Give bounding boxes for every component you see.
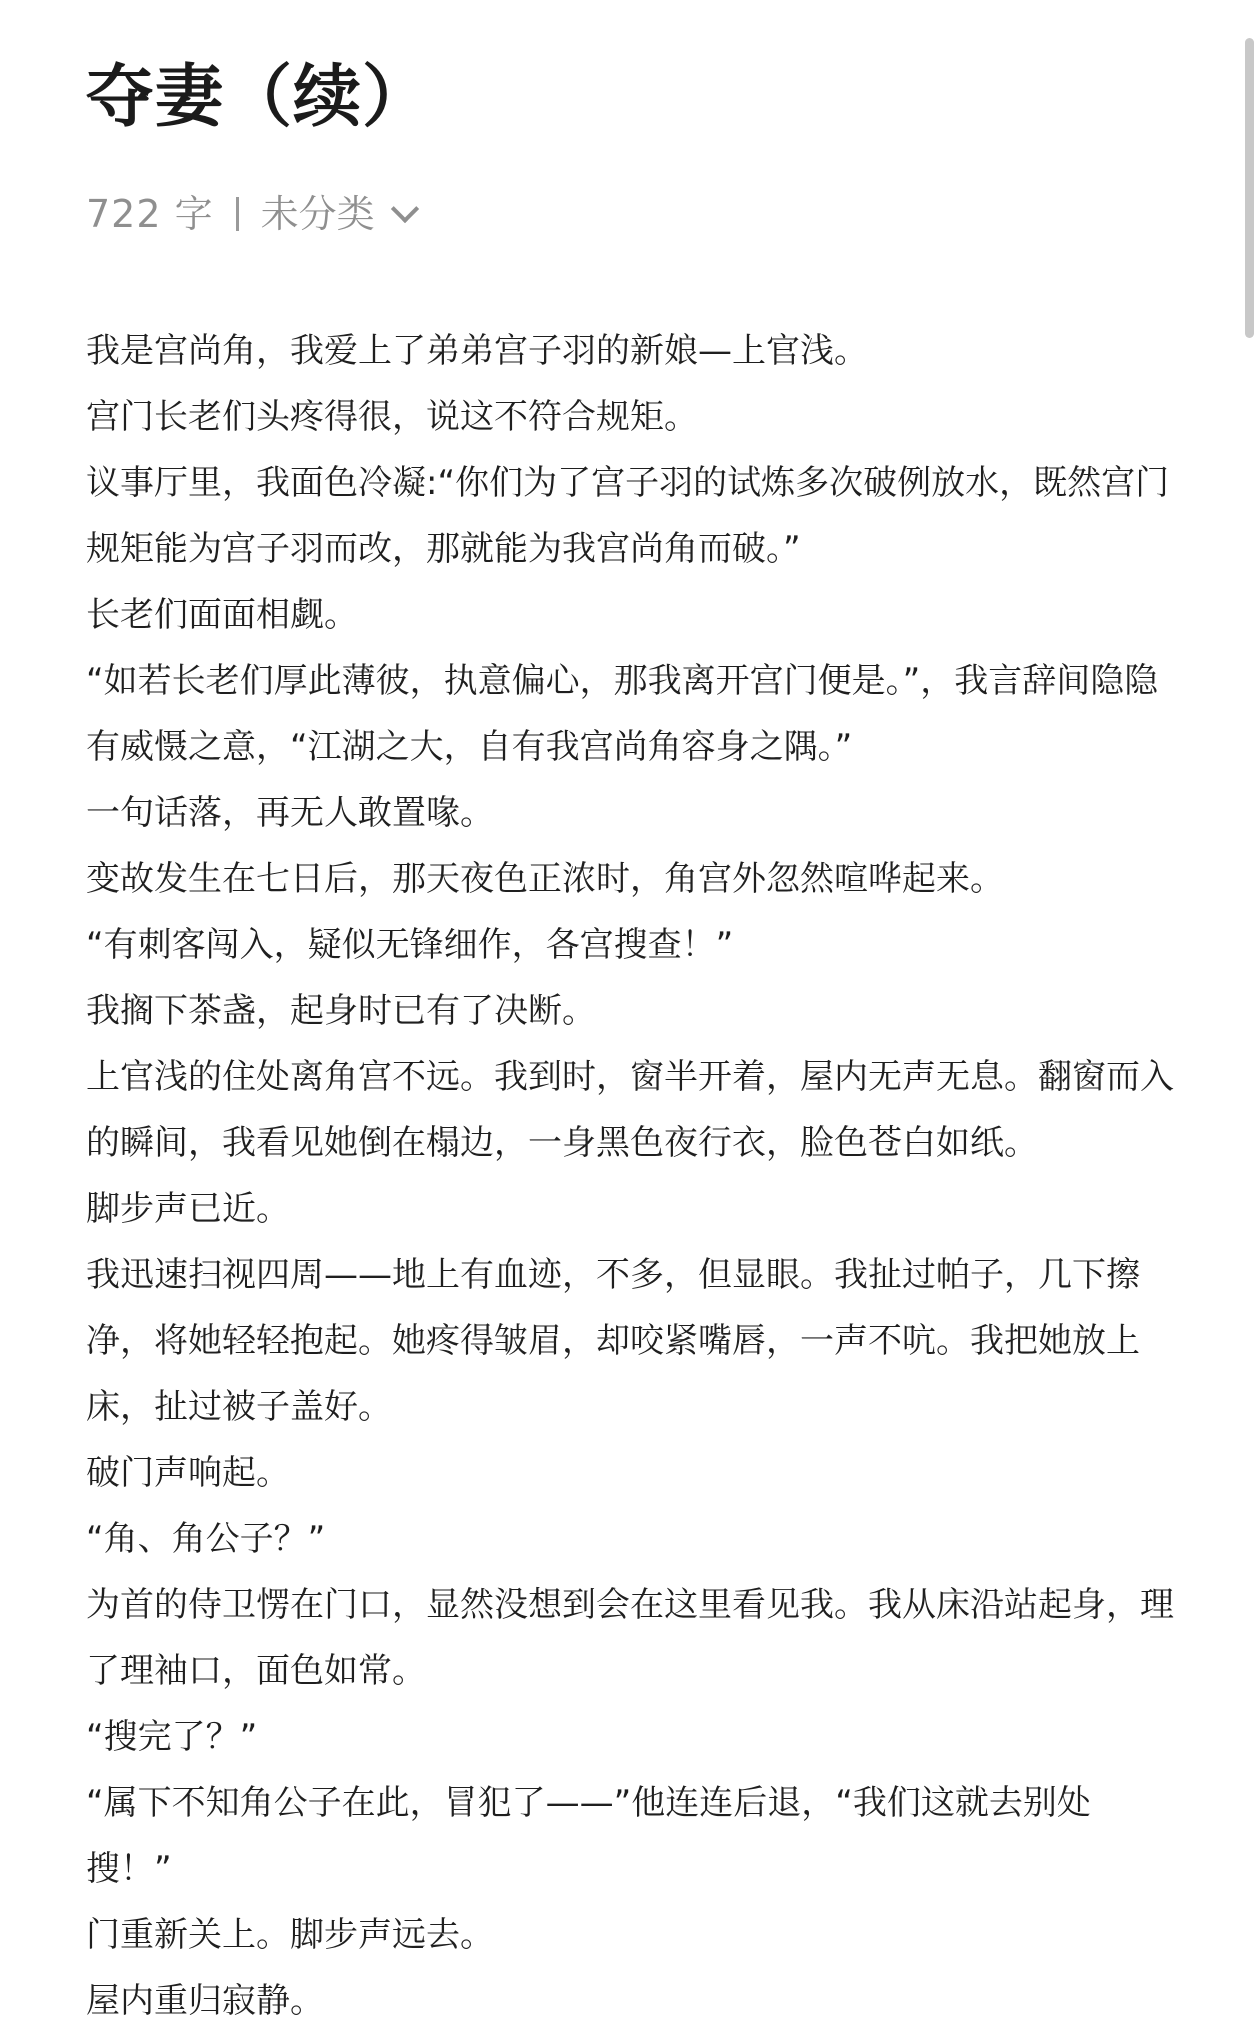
paragraph: 我是宫尚角，我爱上了弟弟宫子羽的新娘—上官浅。 <box>86 331 868 371</box>
note-body <box>86 318 1176 2034</box>
category-selector[interactable] <box>261 186 415 242</box>
paragraph: 长老们面面相觑。 <box>86 595 358 635</box>
paragraph: 门重新关上。脚步声远去。 <box>86 1915 494 1955</box>
paragraph: 变故发生在七日后，那天夜色正浓时，角宫外忽然喧哗起来。 <box>86 859 1004 899</box>
chevron-down-icon <box>390 195 418 223</box>
vertical-scrollbar[interactable] <box>1238 0 1260 2025</box>
paragraph: 为首的侍卫愣在门口，显然没想到会在这里看见我。我从床沿站起身，理了理袖口，面色如常。 <box>86 1585 1174 1691</box>
paragraph: “角、角公子？” <box>86 1519 326 1559</box>
paragraph: “搜完了？” <box>86 1717 258 1757</box>
meta-divider <box>236 197 239 231</box>
paragraph: “属下不知角公子在此，冒犯了——”他连连后退，“我们这就去别处搜！” <box>86 1783 1091 1889</box>
scrollbar-thumb[interactable] <box>1245 38 1254 338</box>
paragraph: 脚步声已近。 <box>86 1189 290 1229</box>
word-count: 722 字 <box>86 192 214 236</box>
paragraph: 上官浅的住处离角宫不远。我到时，窗半开着，屋内无声无息。翻窗而入的瞬间，我看见她倒在榻边，一身黑色夜行衣，脸色苍白如纸。 <box>86 1057 1174 1163</box>
note-meta <box>86 186 415 242</box>
paragraph: 宫门长老们头疼得很，说这不符合规矩。 <box>86 397 698 437</box>
paragraph: 我迅速扫视四周——地上有血迹，不多，但显眼。我扯过帕子，几下擦净，将她轻轻抱起。她疼得皱眉，却咬紧嘴唇，一声不吭。我把她放上床，扯过被子盖好。 <box>86 1255 1140 1427</box>
paragraph: 破门声响起。 <box>86 1453 290 1493</box>
paragraph: “如若长老们厚此薄彼，执意偏心，那我离开宫门便是。”，我言辞间隐隐有威慑之意，“江湖之大，自有我宫尚角容身之隅。” <box>86 661 1159 767</box>
paragraph: “有刺客闯入，疑似无锋细作，各宫搜查！” <box>86 925 734 965</box>
paragraph: 议事厅里，我面色冷凝:“你们为了宫子羽的试炼多次破例放水，既然宫门规矩能为宫子羽而改，那就能为我宫尚角而破。” <box>86 463 1170 569</box>
paragraph: 我搁下茶盏，起身时已有了决断。 <box>86 991 596 1031</box>
category-label: 未分类 <box>260 192 375 236</box>
paragraph: 屋内重归寂静。 <box>86 1981 324 2021</box>
paragraph: 一句话落，再无人敢置喙。 <box>86 793 494 833</box>
note-title: 夺妻（续） <box>86 58 432 137</box>
